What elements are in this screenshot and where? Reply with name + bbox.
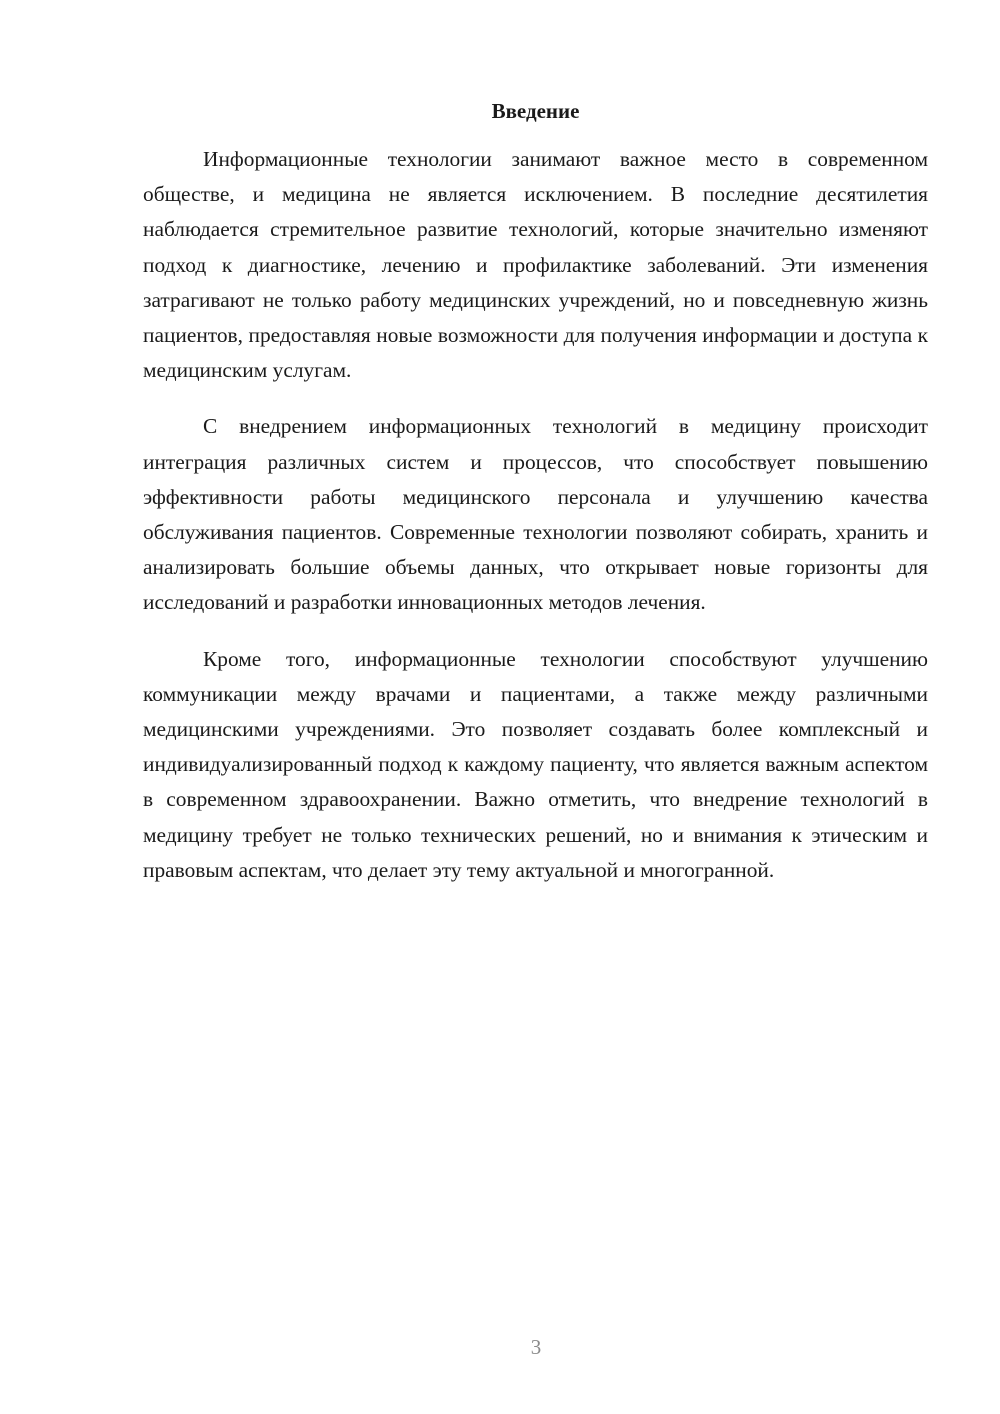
paragraph-1: Информационные технологии занимают важное место в современном обществе, и медицина не является исключением. В последние десятилетия наблюдается стремительное развитие технологий, которые значительно изменяют подход к диагностике, лечению и профилактике заболеваний. Эти изменения затрагивают не только работу медицинских учреждений, но и повседневную жизнь пациентов, предоставляя новые возможности для получения информации и доступа к медицинским услугам.: [143, 147, 928, 383]
body-text: [143, 142, 928, 909]
page-number: 3: [530, 1335, 542, 1359]
paragraph-2: С внедрением информационных технологий в медицину происходит интеграция различных систем и процессов, что способствует повышению эффективности работы медицинского персонала и улучшению качества обслуживания пациентов. Современные технологии позволяют собирать, хранить и анализировать большие объемы данных, что открывает новые горизонты для исследований и разработки инновационных методов лечения.: [143, 414, 928, 615]
section-heading: Введение: [491, 99, 580, 123]
paragraph-3: Кроме того, информационные технологии способствуют улучшению коммуникации между врачами и пациентами, а также между различными медицинскими учреждениями. Это позволяет создавать более комплексный и индивидуализированный подход к каждому пациенту, что является важным аспектом в современном здравоохранении. Важно отметить, что внедрение технологий в медицину требует не только технических решений, но и внимания к этическим и правовым аспектам, что делает эту тему актуальной и многогранной.: [143, 646, 928, 882]
